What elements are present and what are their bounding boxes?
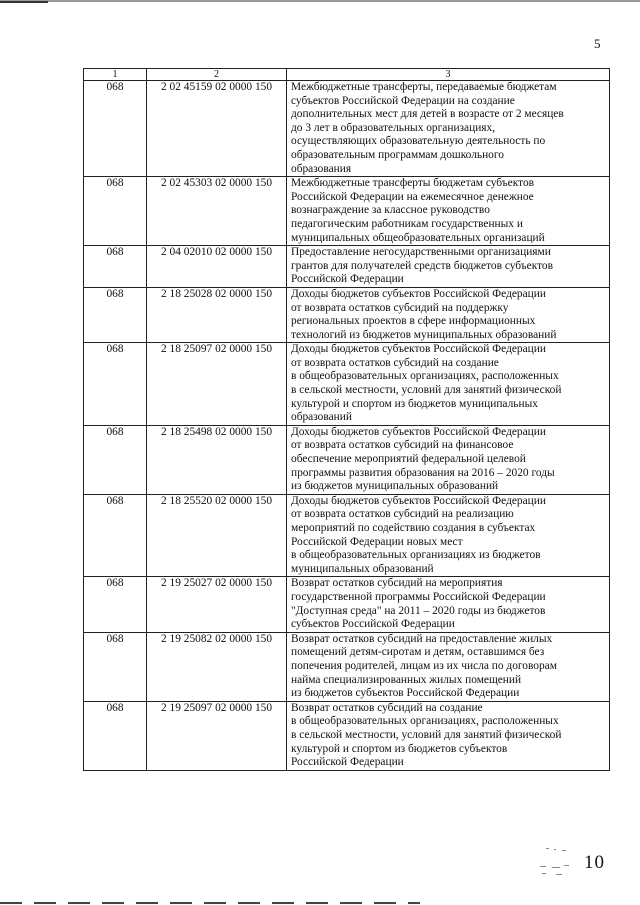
description-line: осуществляющих образовательную деятельность по xyxy=(291,135,546,148)
description-line: из бюджетов муниципальных образований xyxy=(291,480,499,493)
description-line: в общеобразовательных организациях, расположенных xyxy=(291,370,559,383)
table-row xyxy=(84,287,610,342)
scan-top-edge-mark xyxy=(0,1,48,3)
income-description xyxy=(287,494,610,577)
description-line: вознаграждение за классное руководство xyxy=(291,204,490,217)
budget-classification-code: 2 19 25082 02 0000 150 xyxy=(147,632,287,701)
scan-specks xyxy=(530,846,578,876)
description-line: Российской Федерации xyxy=(291,273,404,286)
administrator-code: 068 xyxy=(84,701,147,770)
administrator-code: 068 xyxy=(84,246,147,288)
administrator-code: 068 xyxy=(84,287,147,342)
scan-bottom-edge xyxy=(0,902,420,904)
sheet-stamp-number: 10 xyxy=(584,852,605,873)
description-line: в общеобразовательных организациях, расположенных xyxy=(291,715,559,728)
description-line: педагогическим работникам государственных и xyxy=(291,217,523,230)
description-line: образований xyxy=(291,411,352,424)
administrator-code: 068 xyxy=(84,425,147,494)
description-line: до 3 лет в образовательных организациях, xyxy=(291,121,496,134)
description-line: от возврата остатков субсидий на создание xyxy=(291,356,499,369)
description-line: мероприятий по содействию создания в субъектах xyxy=(291,522,536,534)
description-line: культурой и спортом из бюджетов муниципальных xyxy=(291,397,538,410)
description-line: Доходы бюджетов субъектов Российской Федерации xyxy=(291,287,546,300)
description-line: муниципальных образований xyxy=(291,562,434,575)
description-line: в общеобразовательных организациях из бюджетов xyxy=(291,549,541,562)
description-line: Российской Федерации новых мест xyxy=(291,535,463,548)
description-line: "Доступная среда" на 2011 – 2020 годы из бюджетов xyxy=(291,604,546,617)
income-description xyxy=(287,425,610,494)
description-line: Предоставление негосударственными организациями xyxy=(291,246,551,259)
income-description xyxy=(287,81,610,177)
description-line: Возврат остатков субсидий на предоставление жилых xyxy=(291,632,553,645)
description-line: Доходы бюджетов субъектов Российской Федерации xyxy=(291,425,546,438)
column-header-1: 1 xyxy=(84,69,147,81)
column-header-3: 3 xyxy=(287,69,610,81)
description-line: в сельской местности, условий для занятий физической xyxy=(291,384,562,397)
income-codes-table xyxy=(83,68,610,771)
budget-classification-code: 2 18 25028 02 0000 150 xyxy=(147,287,287,342)
budget-classification-code: 2 02 45159 02 0000 150 xyxy=(147,81,287,177)
table-row xyxy=(84,577,610,632)
administrator-code: 068 xyxy=(84,632,147,701)
description-line: государственной программы Российской Федерации xyxy=(291,590,546,603)
description-line: муниципальных общеобразовательных организаций xyxy=(291,231,545,244)
description-line: культурой и спортом из бюджетов субъектов xyxy=(291,742,508,755)
description-line: дополнительных мест для детей в возрасте от 2 месяцев xyxy=(291,108,564,121)
description-line: Возврат остатков субсидий на мероприятия xyxy=(291,577,503,590)
description-line: технологий из бюджетов муниципальных образований xyxy=(291,328,557,341)
administrator-code: 068 xyxy=(84,343,147,426)
description-line: Российской Федерации xyxy=(291,756,404,769)
budget-classification-code: 2 18 25498 02 0000 150 xyxy=(147,425,287,494)
table-row xyxy=(84,494,610,577)
description-line: помещений детям-сиротам и детям, оставшимся без xyxy=(291,646,545,659)
description-line: от возврата остатков субсидий на финансовое xyxy=(291,439,514,452)
description-line: найма специализированных жилых помещений xyxy=(291,673,522,686)
description-line: обеспечение мероприятий федеральной целевой xyxy=(291,453,526,466)
scan-top-edge xyxy=(0,0,640,2)
column-header-2: 2 xyxy=(147,69,287,81)
budget-classification-code: 2 19 25027 02 0000 150 xyxy=(147,577,287,632)
table-row xyxy=(84,425,610,494)
table-row xyxy=(84,343,610,426)
description-line: от возврата остатков субсидий на реализацию xyxy=(291,508,514,521)
description-line: Возврат остатков субсидий на создание xyxy=(291,701,483,714)
table-row xyxy=(84,177,610,246)
description-line: попечения родителей, лицам из их числа по договорам xyxy=(291,659,557,672)
budget-classification-code: 2 18 25520 02 0000 150 xyxy=(147,494,287,577)
income-description xyxy=(287,701,610,770)
administrator-code: 068 xyxy=(84,494,147,577)
description-line: Межбюджетные трансферты бюджетам субъектов xyxy=(291,177,535,190)
description-line: из бюджетов субъектов Российской Федерации xyxy=(291,687,520,700)
budget-classification-code: 2 02 45303 02 0000 150 xyxy=(147,177,287,246)
income-description xyxy=(287,246,610,288)
budget-classification-code: 2 19 25097 02 0000 150 xyxy=(147,701,287,770)
description-line: образовательным программам дошкольного xyxy=(291,148,504,161)
description-line: субъектов Российской Федерации xyxy=(291,618,455,631)
description-line: грантов для получателей средств бюджетов субъектов xyxy=(291,259,554,272)
description-line: Доходы бюджетов субъектов Российской Федерации xyxy=(291,343,546,356)
table-body xyxy=(84,81,610,771)
table-row xyxy=(84,701,610,770)
table-header-row xyxy=(84,69,610,81)
income-description xyxy=(287,343,610,426)
description-line: от возврата остатков субсидий на поддержку xyxy=(291,301,509,314)
table-row xyxy=(84,632,610,701)
description-line: Доходы бюджетов субъектов Российской Федерации xyxy=(291,494,546,507)
income-description xyxy=(287,632,610,701)
description-line: региональных проектов в сфере информационных xyxy=(291,315,536,328)
income-description xyxy=(287,177,610,246)
income-description xyxy=(287,287,610,342)
administrator-code: 068 xyxy=(84,577,147,632)
description-line: образования xyxy=(291,162,352,175)
description-line: Российской Федерации на ежемесячное денежное xyxy=(291,190,534,203)
table-row xyxy=(84,81,610,177)
page-number: 5 xyxy=(594,36,601,51)
administrator-code: 068 xyxy=(84,177,147,246)
description-line: субъектов Российской Федерации на создание xyxy=(291,94,515,107)
budget-classification-code: 2 18 25097 02 0000 150 xyxy=(147,343,287,426)
description-line: в сельской местности, условий для занятий физической xyxy=(291,728,562,741)
administrator-code: 068 xyxy=(84,81,147,177)
description-line: Межбюджетные трансферты, передаваемые бюджетам xyxy=(291,81,557,93)
budget-classification-code: 2 04 02010 02 0000 150 xyxy=(147,246,287,288)
table-row xyxy=(84,246,610,288)
income-description xyxy=(287,577,610,632)
description-line: программы развития образования на 2016 – 2020 годы xyxy=(291,466,555,479)
